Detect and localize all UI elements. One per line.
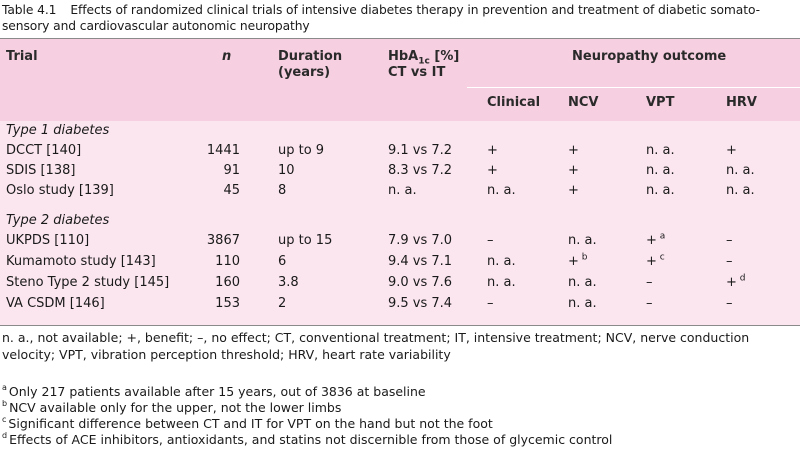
cell-hrv: –: [726, 233, 733, 248]
header-duration-unit: (years): [278, 65, 331, 80]
header-hba1c: HbA$_{1c}$ [%]: [388, 49, 460, 67]
cell-clinical: +: [487, 163, 498, 178]
cell-hba1c: 9.4 vs 7.1: [388, 254, 453, 269]
cell-n: 160: [215, 275, 240, 290]
group-type2: Type 2 diabetes: [6, 213, 110, 228]
data-table: [0, 38, 800, 326]
footnote-item: $^d$ Effects of ACE inhibitors, antioxidants, and statins not discernible from those of glycemic control: [2, 430, 613, 447]
cell-trial: VA CSDM [146]: [6, 296, 105, 311]
cell-hrv: –: [726, 254, 733, 269]
cell-ncv: n. a.: [568, 233, 597, 248]
group-type1: Type 1 diabetes: [6, 123, 110, 138]
abbreviations-note: n. a., not available; +, benefit; –, no effect; CT, conventional treatment; IT, intensive treatment; NCV, nerve conduction velocity; VPT, vibration perception threshold; HRV, heart rate variability: [2, 330, 750, 362]
cell-duration: 10: [278, 163, 295, 178]
cell-hrv: n. a.: [726, 163, 755, 178]
cell-vpt: n. a.: [646, 163, 675, 178]
cell-hba1c: 9.5 vs 7.4: [388, 296, 453, 311]
footnote-marker: d: [736, 273, 746, 284]
cell-hrv: n. a.: [726, 183, 755, 198]
cell-n: 1441: [206, 143, 240, 158]
cell-ncv: + $^b$: [568, 252, 588, 269]
cell-ncv: n. a.: [568, 275, 597, 290]
header-divider: [467, 87, 800, 88]
cell-hba1c: 9.1 vs 7.2: [388, 143, 453, 158]
footnote-item: $^c$ Significant difference between CT and IT for VPT on the hand but not the foot: [2, 414, 493, 431]
footnote-marker: c: [656, 252, 665, 263]
header-ncv: NCV: [568, 95, 599, 110]
table-label: Table 4.1: [2, 3, 57, 17]
cell-duration: 6: [278, 254, 287, 269]
cell-duration: 2: [278, 296, 287, 311]
cell-n: 91: [223, 163, 240, 178]
cell-clinical: n. a.: [487, 254, 516, 269]
header-n: n: [222, 49, 232, 64]
cell-vpt: + $^c$: [646, 252, 665, 269]
header-hba1c-compare: CT vs IT: [388, 65, 446, 80]
cell-trial: Steno Type 2 study [145]: [6, 275, 170, 290]
header-neuropathy-outcome: Neuropathy outcome: [572, 49, 727, 64]
header-duration: Duration: [278, 49, 343, 64]
cell-vpt: n. a.: [646, 183, 675, 198]
cell-n: 3867: [206, 233, 240, 248]
cell-vpt: + $^a$: [646, 231, 666, 248]
table-title: Effects of randomized clinical trials of intensive diabetes therapy in prevention and treatment of diabetic somato-sensory and cardiovascular autonomic neuropathy: [2, 3, 760, 33]
cell-hba1c: n. a.: [388, 183, 417, 198]
table-caption: [2, 2, 798, 34]
cell-duration: 8: [278, 183, 287, 198]
footnote-item: $^b$ NCV available only for the upper, not the lower limbs: [2, 398, 342, 415]
cell-duration: up to 9: [278, 143, 325, 158]
cell-duration: 3.8: [278, 275, 299, 290]
cell-ncv: +: [568, 183, 579, 198]
cell-duration: up to 15: [278, 233, 333, 248]
cell-clinical: n. a.: [487, 183, 516, 198]
cell-hba1c: 9.0 vs 7.6: [388, 275, 453, 290]
cell-clinical: +: [487, 143, 498, 158]
footnote-item: $^a$ Only 217 patients available after 15 years, out of 3836 at baseline: [2, 382, 426, 399]
header-vpt: VPT: [646, 95, 675, 110]
header-trial: Trial: [6, 49, 38, 64]
footnote-marker: a: [656, 231, 666, 242]
cell-ncv: +: [568, 143, 579, 158]
footnote-marker: b: [578, 252, 588, 263]
header-hrv: HRV: [726, 95, 757, 110]
cell-trial: Kumamoto study [143]: [6, 254, 156, 269]
cell-vpt: n. a.: [646, 143, 675, 158]
cell-ncv: n. a.: [568, 296, 597, 311]
cell-clinical: –: [487, 233, 494, 248]
cell-hba1c: 7.9 vs 7.0: [388, 233, 453, 248]
cell-ncv: +: [568, 163, 579, 178]
cell-clinical: n. a.: [487, 275, 516, 290]
cell-vpt: –: [646, 296, 653, 311]
cell-hrv: + $^d$: [726, 273, 746, 290]
header-clinical: Clinical: [487, 95, 541, 110]
table-header: [0, 39, 800, 121]
cell-vpt: –: [646, 275, 653, 290]
cell-trial: Oslo study [139]: [6, 183, 114, 198]
cell-trial: UKPDS [110]: [6, 233, 90, 248]
cell-hrv: –: [726, 296, 733, 311]
cell-hba1c: 8.3 vs 7.2: [388, 163, 453, 178]
cell-clinical: –: [487, 296, 494, 311]
cell-hrv: +: [726, 143, 737, 158]
cell-trial: SDIS [138]: [6, 163, 76, 178]
cell-n: 45: [223, 183, 240, 198]
cell-n: 153: [215, 296, 240, 311]
cell-n: 110: [215, 254, 240, 269]
cell-trial: DCCT [140]: [6, 143, 82, 158]
